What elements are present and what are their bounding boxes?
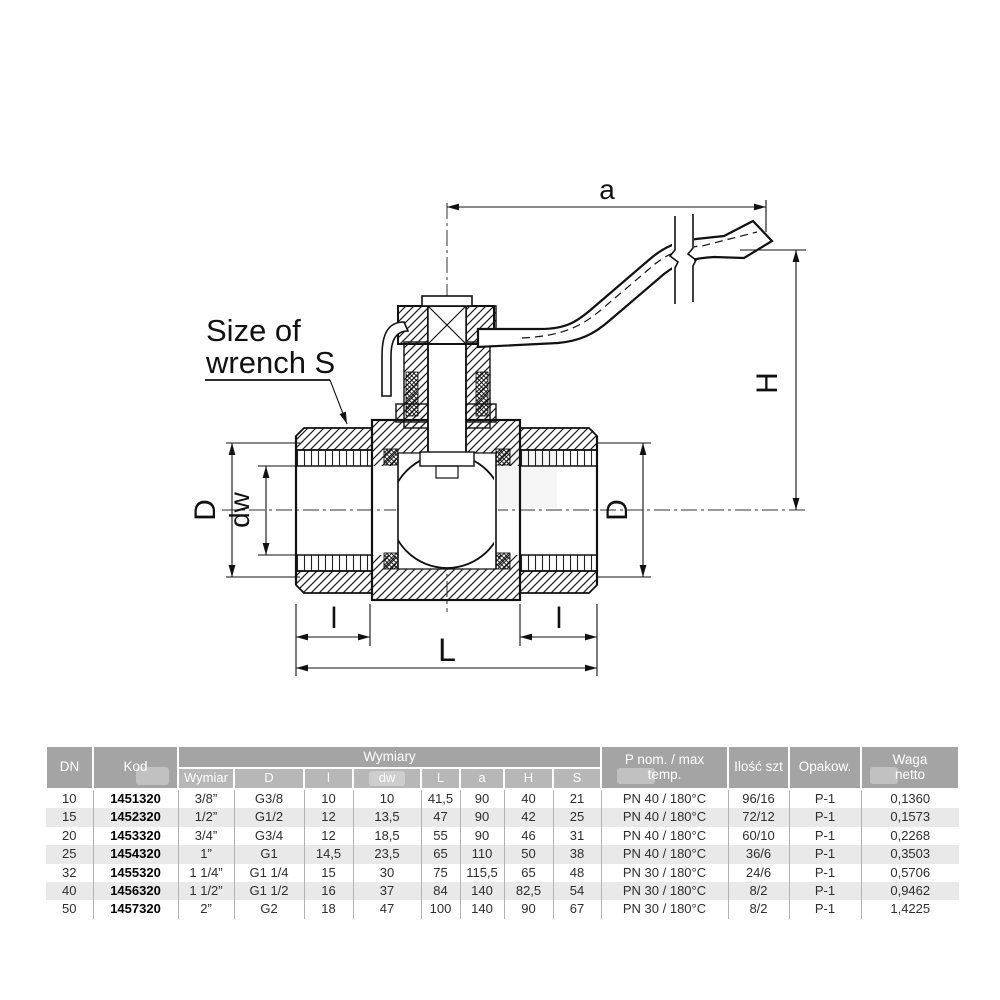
table-cell: 18	[304, 900, 353, 918]
table-cell: 0,1360	[861, 789, 959, 808]
table-cell: 0,1573	[861, 808, 959, 826]
dim-label-a: a	[599, 174, 615, 205]
table-cell: 25	[553, 808, 601, 826]
table-cell: 72/12	[728, 808, 789, 826]
centerlines	[222, 203, 808, 612]
table-cell: 10	[304, 789, 353, 808]
dim-label-l-right: l	[555, 602, 563, 635]
table-cell: 50	[62, 901, 77, 917]
table-cell: 10	[353, 789, 421, 808]
table-cell: 82,5	[504, 882, 553, 900]
table-cell: 31	[553, 827, 601, 845]
dim-label-length: L	[438, 632, 456, 668]
table-row	[46, 789, 959, 808]
table-cell: P-1	[789, 882, 861, 900]
table-cell: PN 30 / 180°C	[601, 882, 728, 900]
col-header-ilosc: Ilość szt	[728, 746, 789, 789]
table-cell: 21	[553, 789, 601, 808]
table-cell: 8/2	[728, 900, 789, 918]
table-cell: 1 1/2”	[178, 882, 234, 900]
table-cell: 0,5706	[861, 864, 959, 882]
table-row	[46, 900, 959, 918]
col-header-opakow: Opakow.	[789, 746, 861, 789]
table-cell: 65	[421, 845, 460, 863]
table-cell: G3/8	[234, 789, 304, 808]
table-cell: 13,5	[353, 808, 421, 826]
table-cell: 90	[504, 900, 553, 918]
table-cell: 1454320	[93, 845, 178, 863]
wrench-callout-line1: Size of	[206, 313, 301, 348]
table-cell: 115,5	[460, 864, 504, 882]
table-cell: 1452320	[93, 808, 178, 826]
table-cell: 32	[62, 864, 77, 880]
table-cell: PN 30 / 180°C	[601, 864, 728, 882]
table-cell: 1”	[178, 845, 234, 863]
wrench-callout-line2: wrench S	[206, 345, 336, 380]
table-cell: 100	[421, 900, 460, 918]
table-cell: 1,4225	[861, 900, 959, 918]
col-header-pnom-line2: temp.	[647, 766, 682, 782]
table-cell: 47	[421, 808, 460, 826]
table-cell: 0,3503	[861, 845, 959, 863]
table-cell: 14,5	[304, 845, 353, 863]
table-cell: 36/6	[728, 845, 789, 863]
table-cell: 140	[460, 882, 504, 900]
table-cell: 2”	[178, 900, 234, 918]
table-cell: P-1	[789, 864, 861, 882]
table-row	[46, 808, 959, 826]
table-cell: 65	[504, 864, 553, 882]
col-header-wymiar: Wymiar	[178, 768, 234, 789]
table-cell: P-1	[789, 827, 861, 845]
table-cell: G1	[234, 845, 304, 863]
table-cell: 40	[504, 789, 553, 808]
table-cell: P-1	[789, 789, 861, 808]
table-cell: PN 40 / 180°C	[601, 789, 728, 808]
col-header-dn: DN	[46, 746, 93, 789]
table-cell: 40	[46, 882, 93, 900]
table-cell: 90	[460, 789, 504, 808]
table-cell: 18,5	[353, 827, 421, 845]
table-cell: 30	[353, 864, 421, 882]
table-cell: 38	[553, 845, 601, 863]
table-cell: 46	[504, 827, 553, 845]
col-header-dw-label: dw	[378, 770, 396, 786]
table-cell: 110	[460, 845, 504, 863]
table-cell: PN 30 / 180°C	[601, 900, 728, 918]
col-header-wymiary-group: Wymiary	[178, 746, 601, 768]
table-cell: 67	[553, 900, 601, 918]
col-header-kod-label: Kod	[123, 759, 148, 775]
dim-label-l-left: l	[330, 602, 338, 635]
table-cell: 75	[421, 864, 460, 882]
col-header-h: H	[504, 768, 553, 789]
table-cell: 24/6	[728, 864, 789, 882]
table-cell: 41,5	[421, 789, 460, 808]
table-cell: 84	[421, 882, 460, 900]
table-cell: PN 40 / 180°C	[601, 808, 728, 826]
table-cell: 3/8”	[178, 789, 234, 808]
table-cell: 1453320	[93, 827, 178, 845]
col-header-kod	[93, 746, 178, 789]
col-header-waga	[861, 746, 959, 789]
table-cell: 3/4”	[178, 827, 234, 845]
table-cell: 90	[460, 808, 504, 826]
table-cell: 10	[62, 791, 77, 806]
col-header-l: l	[304, 768, 353, 789]
table-cell: 1451320	[93, 789, 178, 808]
table-cell: G1 1/4	[234, 864, 304, 882]
table-cell: 54	[553, 882, 601, 900]
table-cell: 60/10	[728, 827, 789, 845]
table-cell: 12	[304, 827, 353, 845]
table-cell: G1 1/2	[234, 882, 304, 900]
table-cell: 47	[353, 900, 421, 918]
table-cell: 50	[504, 845, 553, 863]
table-row	[46, 882, 959, 900]
table-row	[46, 864, 959, 882]
table-cell: 0,9462	[861, 882, 959, 900]
dim-label-h: H	[751, 372, 784, 394]
table-cell: 0,2268	[861, 827, 959, 845]
dim-label-d-left: D	[189, 499, 222, 521]
table-cell: 1/2”	[178, 808, 234, 826]
table-cell: PN 40 / 180°C	[601, 845, 728, 863]
col-header-a: a	[460, 768, 504, 789]
col-header-s: S	[553, 768, 601, 789]
handle	[478, 214, 772, 347]
table-cell: 15	[304, 864, 353, 882]
table-cell: G3/4	[234, 827, 304, 845]
col-header-pnom-line1: P nom. / max	[624, 751, 705, 767]
table-cell: G2	[234, 900, 304, 918]
table-cell: 140	[460, 900, 504, 918]
col-header-d: D	[234, 768, 304, 789]
wrench-callout-leader	[205, 380, 347, 424]
table-cell: P-1	[789, 845, 861, 863]
col-header-pnom	[601, 746, 728, 789]
ball	[390, 454, 504, 568]
table-cell: 37	[353, 882, 421, 900]
table-cell: P-1	[789, 900, 861, 918]
table-cell: 55	[421, 827, 460, 845]
table-cell: 1456320	[93, 882, 178, 900]
table-row	[46, 845, 959, 863]
table-cell: 96/16	[728, 789, 789, 808]
table-cell: 16	[304, 882, 353, 900]
table-body	[46, 789, 959, 919]
table-cell: 25	[46, 845, 93, 863]
table-cell: 15	[46, 808, 93, 826]
table-cell: 12	[304, 808, 353, 826]
col-header-waga-line1: Waga	[892, 751, 928, 767]
table-cell: 1455320	[93, 864, 178, 882]
spec-table	[45, 745, 960, 919]
dim-label-dw: dw	[224, 492, 255, 528]
table-cell: 23,5	[353, 845, 421, 863]
table-cell: 8/2	[728, 882, 789, 900]
table-cell: 90	[460, 827, 504, 845]
table-cell: 42	[504, 808, 553, 826]
table-cell: 1457320	[93, 900, 178, 918]
col-header-dw	[353, 768, 421, 789]
table-row	[46, 827, 959, 845]
table-cell: 48	[553, 864, 601, 882]
table-cell: G1/2	[234, 808, 304, 826]
table-cell: PN 40 / 180°C	[601, 827, 728, 845]
col-header-len: L	[421, 768, 460, 789]
table-cell: P-1	[789, 808, 861, 826]
col-header-waga-line2: netto	[894, 766, 926, 782]
table-cell: 1 1/4”	[178, 864, 234, 882]
dim-label-d-right: D	[601, 499, 634, 521]
table-cell: 20	[62, 827, 77, 843]
